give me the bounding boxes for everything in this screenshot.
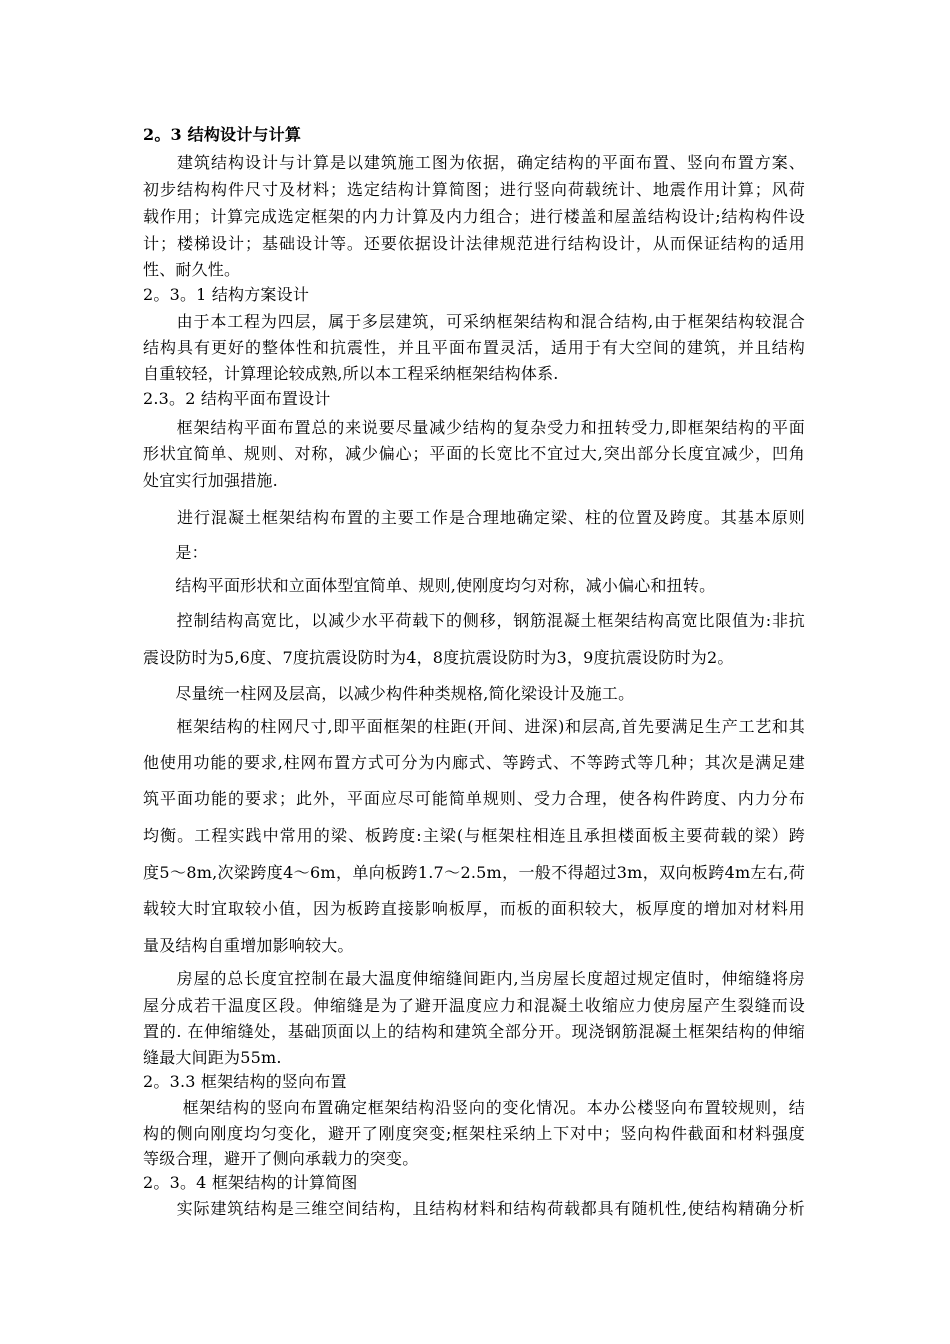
paragraph-line: 实际建筑结构是三维空间结构，且结构材料和结构荷载都具有随机性,使结构精确分析 (143, 1199, 805, 1218)
paragraph-line: 是： (143, 543, 208, 562)
subsection-heading: 2。3。4 框架结构的计算简图 (143, 1173, 358, 1192)
intro-line: 计；楼梯设计；基础设计等。还要依据设计法律规范进行结构设计，从而保证结构的适用 (143, 234, 805, 253)
paragraph-line: 他使用功能的要求,柱网布置方式可分为内廊式、等跨式、不等跨式等几种；其次是满足建 (143, 753, 805, 772)
intro-line: 初步结构构件尺寸及材料；选定结构计算简图；进行竖向荷载统计、地震作用计算；风荷 (143, 180, 805, 199)
paragraph-line: 形状宜简单、规则、对称，减少偏心；平面的长宽比不宜过大,突出部分长度宜减少，凹角 (143, 444, 805, 463)
paragraph-line: 房屋的总长度宜控制在最大温度伸缩缝间距内,当房屋长度超过规定值时，伸缩缝将房 (143, 969, 805, 988)
paragraph-line: 度5～8m,次梁跨度4～6m，单向板跨1.7～2.5m，一般不得超过3m，双向板跨4m左右,荷 (143, 863, 805, 882)
paragraph-line: 缝最大间距为55m. (143, 1048, 282, 1067)
paragraph-line: 控制结构高宽比，以减少水平荷载下的侧移，钢筋混凝土框架结构高宽比限值为:非抗 (143, 611, 805, 630)
subsection-heading: 2.3。2 结构平面布置设计 (143, 389, 331, 408)
paragraph-line: 框架结构平面布置总的来说要尽量减少结构的复杂受力和扭转受力,即框架结构的平面 (143, 418, 805, 437)
subsection-heading: 2。3.3 框架结构的竖向布置 (143, 1072, 347, 1091)
paragraph-line: 结构平面形状和立面体型宜简单、规则,使刚度均匀对称，减小偏心和扭转。 (143, 576, 716, 595)
paragraph-line: 由于本工程为四层，属于多层建筑，可采纳框架结构和混合结构,由于框架结构较混合 (143, 312, 805, 331)
paragraph-line: 结构具有更好的整体性和抗震性，并且平面布置灵活，适用于有大空间的建筑，并且结构 (143, 338, 805, 357)
paragraph-line: 自重较轻，计算理论较成熟,所以本工程采纳框架结构体系. (143, 364, 559, 383)
paragraph-line: 处宜实行加强措施. (143, 471, 278, 490)
paragraph-line: 构的侧向刚度均匀变化，避开了刚度突变;框架柱采纳上下对中；竖向构件截面和材料强度 (143, 1124, 805, 1143)
subsection-heading: 2。3。1 结构方案设计 (143, 285, 310, 304)
intro-line: 建筑结构设计与计算是以建筑施工图为依据，确定结构的平面布置、竖向布置方案、 (143, 153, 805, 172)
paragraph-line: 框架结构的柱网尺寸,即平面框架的柱距(开间、进深)和层高,首先要满足生产工艺和其 (143, 717, 805, 736)
intro-line: 性、耐久性。 (143, 260, 241, 279)
paragraph-line: 载较大时宜取较小值，因为板跨直接影响板厚，而板的面积较大，板厚度的增加对材料用 (143, 899, 805, 918)
section-heading: 2。3 结构设计与计算 (143, 125, 302, 144)
paragraph-line: 均衡。工程实践中常用的梁、板跨度:主梁(与框架柱相连且承担楼面板主要荷载的梁）跨 (143, 826, 805, 845)
paragraph-line: 屋分成若干温度区段。伸缩缝是为了避开温度应力和混凝土收缩应力使房屋产生裂缝而设 (143, 996, 805, 1015)
paragraph-line: 框架结构的竖向布置确定框架结构沿竖向的变化情况。本办公楼竖向布置较规则，结 (143, 1098, 805, 1117)
paragraph-line: 尽量统一柱网及层高，以减少构件种类规格,简化梁设计及施工。 (143, 684, 635, 703)
intro-line: 载作用；计算完成选定框架的内力计算及内力组合；进行楼盖和屋盖结构设计;结构构件设 (143, 207, 805, 226)
paragraph-line: 筑平面功能的要求；此外，平面应尽可能简单规则、受力合理，使各构件跨度、内力分布 (143, 789, 805, 808)
paragraph-line: 震设防时为5,6度、7度抗震设防时为4，8度抗震设防时为3，9度抗震设防时为2。 (143, 648, 734, 667)
paragraph-line: 置的. 在伸缩缝处，基础顶面以上的结构和建筑全部分开。现浇钢筋混凝土框架结构的伸缩 (143, 1022, 805, 1041)
paragraph-line: 进行混凝土框架结构布置的主要工作是合理地确定梁、柱的位置及跨度。其基本原则 (143, 508, 805, 527)
paragraph-line: 等级合理，避开了侧向承载力的突变。 (143, 1149, 419, 1168)
paragraph-line: 量及结构自重增加影响较大。 (143, 936, 354, 955)
